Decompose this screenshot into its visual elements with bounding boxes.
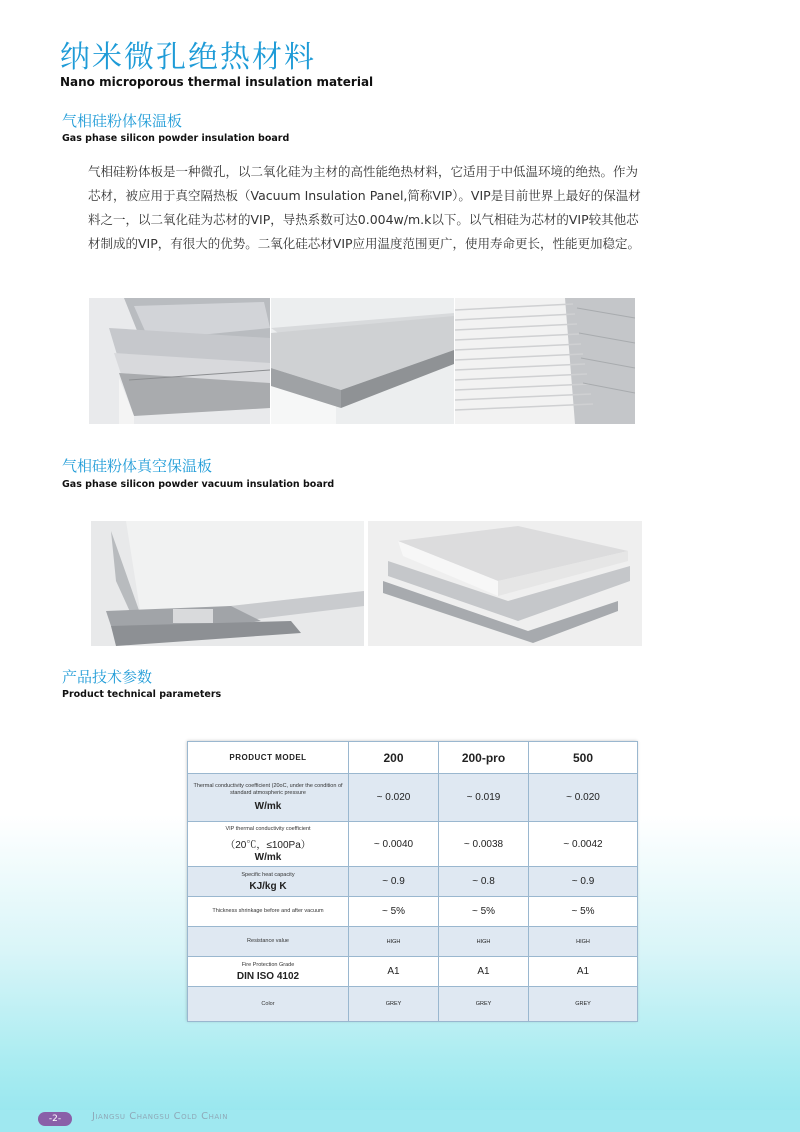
section3-subtitle: Product technical parameters (62, 689, 222, 700)
table-row (188, 867, 638, 897)
header-200-pro: 200-pro (439, 742, 529, 774)
photo-vacuum-board-corner (91, 521, 364, 646)
cell-value: ~ 5% (349, 897, 439, 927)
page-number: -2- (38, 1112, 72, 1126)
header-200: 200 (349, 742, 439, 774)
cell-value: ~ 5% (529, 897, 638, 927)
cell-value: GREY (529, 987, 638, 1022)
section3-title: 产品技术参数 (62, 668, 153, 686)
row-label: Resistance value (188, 927, 349, 957)
row-label: Thickness shrinkage before and after vacuum (188, 897, 349, 927)
cell-value: GREY (349, 987, 439, 1022)
cell-value: HIGH (439, 927, 529, 957)
cell-value: A1 (349, 957, 439, 987)
cell-value: ~ 0.8 (439, 867, 529, 897)
header-500: 500 (529, 742, 638, 774)
row-label: Fire Protection Grade DIN ISO 4102 (188, 957, 349, 987)
row-label: VIP thermal conductivity coefficient （20℃，≤100Pa） W/mk (188, 822, 349, 867)
table-row (188, 987, 638, 1022)
cell-value: A1 (439, 957, 529, 987)
cell-value: GREY (439, 987, 529, 1022)
cell-value: A1 (529, 957, 638, 987)
header-model: PRODUCT MODEL (188, 742, 349, 774)
table-row (188, 927, 638, 957)
section1-paragraph (88, 160, 648, 256)
cell-value: ~ 0.020 (349, 774, 439, 822)
cell-value: ~ 0.0040 (349, 822, 439, 867)
cell-value: ~ 0.9 (349, 867, 439, 897)
cell-value: ~ 0.0038 (439, 822, 529, 867)
photo-board-stack (89, 298, 270, 424)
section1-title: 气相硅粉体保温板 (62, 112, 183, 130)
cell-value: HIGH (529, 927, 638, 957)
photo-vacuum-board-stack (368, 521, 642, 646)
paragraph-text: 气相硅粉体板是一种微孔，以二氧化硅为主材的高性能绝热材料，它适用于中低温环境的绝热。作为芯材，被应用于真空隔热板（Vacuum Insulation Panel,简称VIP）。VIP是目前世界上最好的保温材料之一，以二氧化硅为芯材的VIP，导热系数可达0.004w/m.k以下。以气相硅为芯材的VIP较其他芯材制成的VIP，有很大的优势。二氧化硅芯材VIP应用温度范围更广，使用寿命更长，性能更加稳定。 (88, 164, 641, 251)
section2-subtitle: Gas phase silicon powder vacuum insulation board (62, 479, 335, 490)
cell-value: HIGH (349, 927, 439, 957)
company-name: Jiangsu Changsu Cold Chain (92, 1111, 228, 1122)
cell-value: ~ 0.9 (529, 867, 638, 897)
tech-params-table (187, 741, 637, 1021)
section2-title: 气相硅粉体真空保温板 (62, 457, 213, 475)
photo-board-edge (271, 298, 454, 424)
row-label: Specific heat capacity KJ/kg K (188, 867, 349, 897)
cell-value: ~ 0.0042 (529, 822, 638, 867)
table-header-row (188, 742, 638, 774)
photo-board-pile (455, 298, 635, 424)
row-label: Color (188, 987, 349, 1022)
table-row (188, 897, 638, 927)
page-subtitle: Nano microporous thermal insulation material (60, 75, 374, 89)
cell-value: ~ 0.020 (529, 774, 638, 822)
table-row (188, 774, 638, 822)
cell-value: ~ 0.019 (439, 774, 529, 822)
page-title: 纳米微孔绝热材料 (60, 40, 316, 75)
row-label: Thermal conductivity coefficient (20oC, under the condition of standard atmospheric pressure W/mk (188, 774, 349, 822)
table-row (188, 822, 638, 867)
table-row (188, 957, 638, 987)
cell-value: ~ 5% (439, 897, 529, 927)
section1-subtitle: Gas phase silicon powder insulation board (62, 133, 290, 144)
